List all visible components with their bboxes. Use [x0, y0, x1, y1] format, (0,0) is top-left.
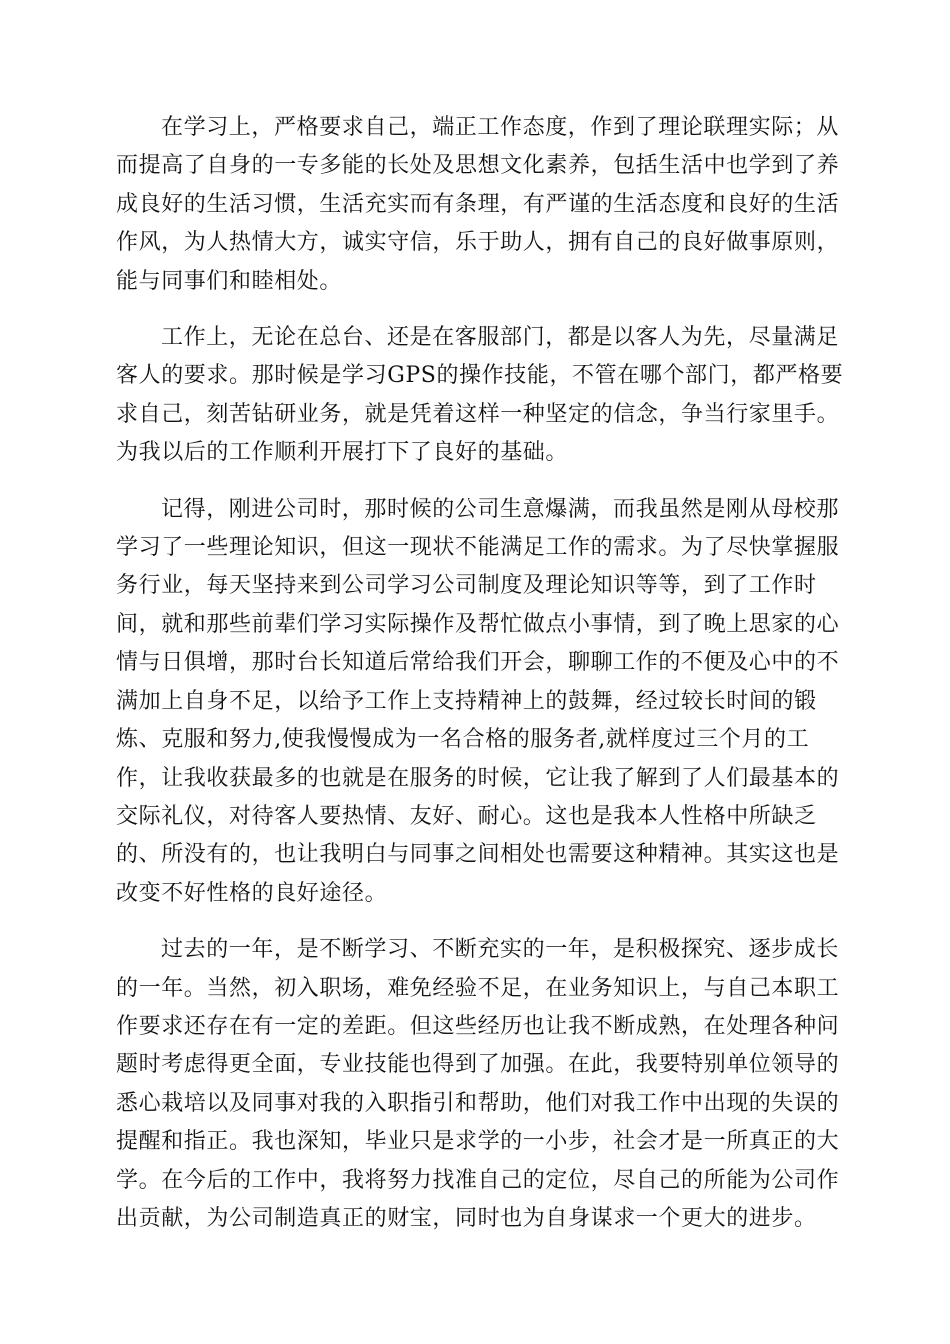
- text-line: 改变不好性格的良好途径。: [116, 880, 388, 906]
- document-body: [116, 109, 844, 1238]
- text-line: 间，就和那些前辈们学习实际操作及帮忙做点小事情，到了晚上思家的心: [116, 611, 840, 637]
- text-line: 作要求还存在有一定的差距。但这些经历也让我不断成熟，在处理各种问: [116, 1013, 840, 1039]
- paragraph-memory: [116, 491, 840, 913]
- text-line: 客人的要求。那时候是学习GPS的操作技能，不管在哪个部门，都严格要: [116, 363, 844, 389]
- text-line: 而提高了自身的一专多能的长处及思想文化素养，包括生活中也学到了养: [116, 153, 840, 179]
- text-line: 学习了一些理论知识，但这一现状不能满足工作的需求。为了尽快掌握服: [116, 535, 840, 561]
- text-line: 作，让我收获最多的也就是在服务的时候，它让我了解到了人们最基本的: [116, 765, 840, 791]
- text-line: 成良好的生活习惯，生活充实而有条理，有严谨的生活态度和良好的生活: [116, 191, 840, 217]
- text-line: 交际礼仪，对待客人要热情、友好、耐心。这也是我本人性格中所缺乏: [116, 803, 817, 829]
- text-line: 题时考虑得更全面，专业技能也得到了加强。在此，我要特别单位领导的: [116, 1052, 840, 1078]
- text-line: 的、所没有的，也让我明白与同事之间相处也需要这种精神。其实这也是: [116, 842, 840, 868]
- text-line: 记得，刚进公司时，那时候的公司生意爆满，而我虽然是刚从母校那: [161, 496, 840, 522]
- paragraph-work: [116, 319, 844, 473]
- text-line: 能与同事们和睦相处。: [116, 268, 343, 294]
- text-line: 的一年。当然，初入职场，难免经验不足，在业务知识上，与自己本职工: [116, 975, 840, 1001]
- text-line: 求自己，刻苦钻研业务，就是凭着这样一种坚定的信念，争当行家里手。: [116, 401, 840, 427]
- paragraph-study: [116, 109, 840, 301]
- text-line: 满加上自身不足，以给予工作上支持精神上的鼓舞，经过较长时间的锻: [116, 688, 817, 714]
- text-line: 学。在今后的工作中，我将努力找准自己的定位，尽自己的所能为公司作: [116, 1167, 840, 1193]
- text-line: 务行业，每天坚持来到公司学习公司制度及理论知识等等，到了工作时: [116, 573, 817, 599]
- paragraph-summary: [116, 931, 840, 1238]
- text-line: 出贡献，为公司制造真正的财宝，同时也为自身谋求一个更大的进步。: [116, 1205, 817, 1231]
- text-line: 悉心栽培以及同事对我的入职指引和帮助，他们对我工作中出现的失误的: [116, 1090, 840, 1116]
- text-line: 提醒和指正。我也深知，毕业只是求学的一小步，社会才是一所真正的大: [116, 1129, 840, 1155]
- text-line: 工作上，无论在总台、还是在客服部门，都是以客人为先，尽量满足: [161, 325, 840, 351]
- text-line: 作风，为人热情大方，诚实守信，乐于助人，拥有自己的良好做事原则，: [116, 230, 840, 256]
- text-line: 过去的一年，是不断学习、不断充实的一年，是积极探究、逐步成长: [161, 937, 840, 963]
- text-line: 为我以后的工作顺利开展打下了良好的基础。: [116, 440, 569, 466]
- text-line: 炼、克服和努力,使我慢慢成为一名合格的服务者,就样度过三个月的工: [116, 727, 810, 753]
- text-line: 情与日俱增，那时台长知道后常给我们开会，聊聊工作的不便及心中的不: [116, 650, 840, 676]
- text-line: 在学习上，严格要求自己，端正工作态度，作到了理论联理实际；从: [161, 115, 840, 140]
